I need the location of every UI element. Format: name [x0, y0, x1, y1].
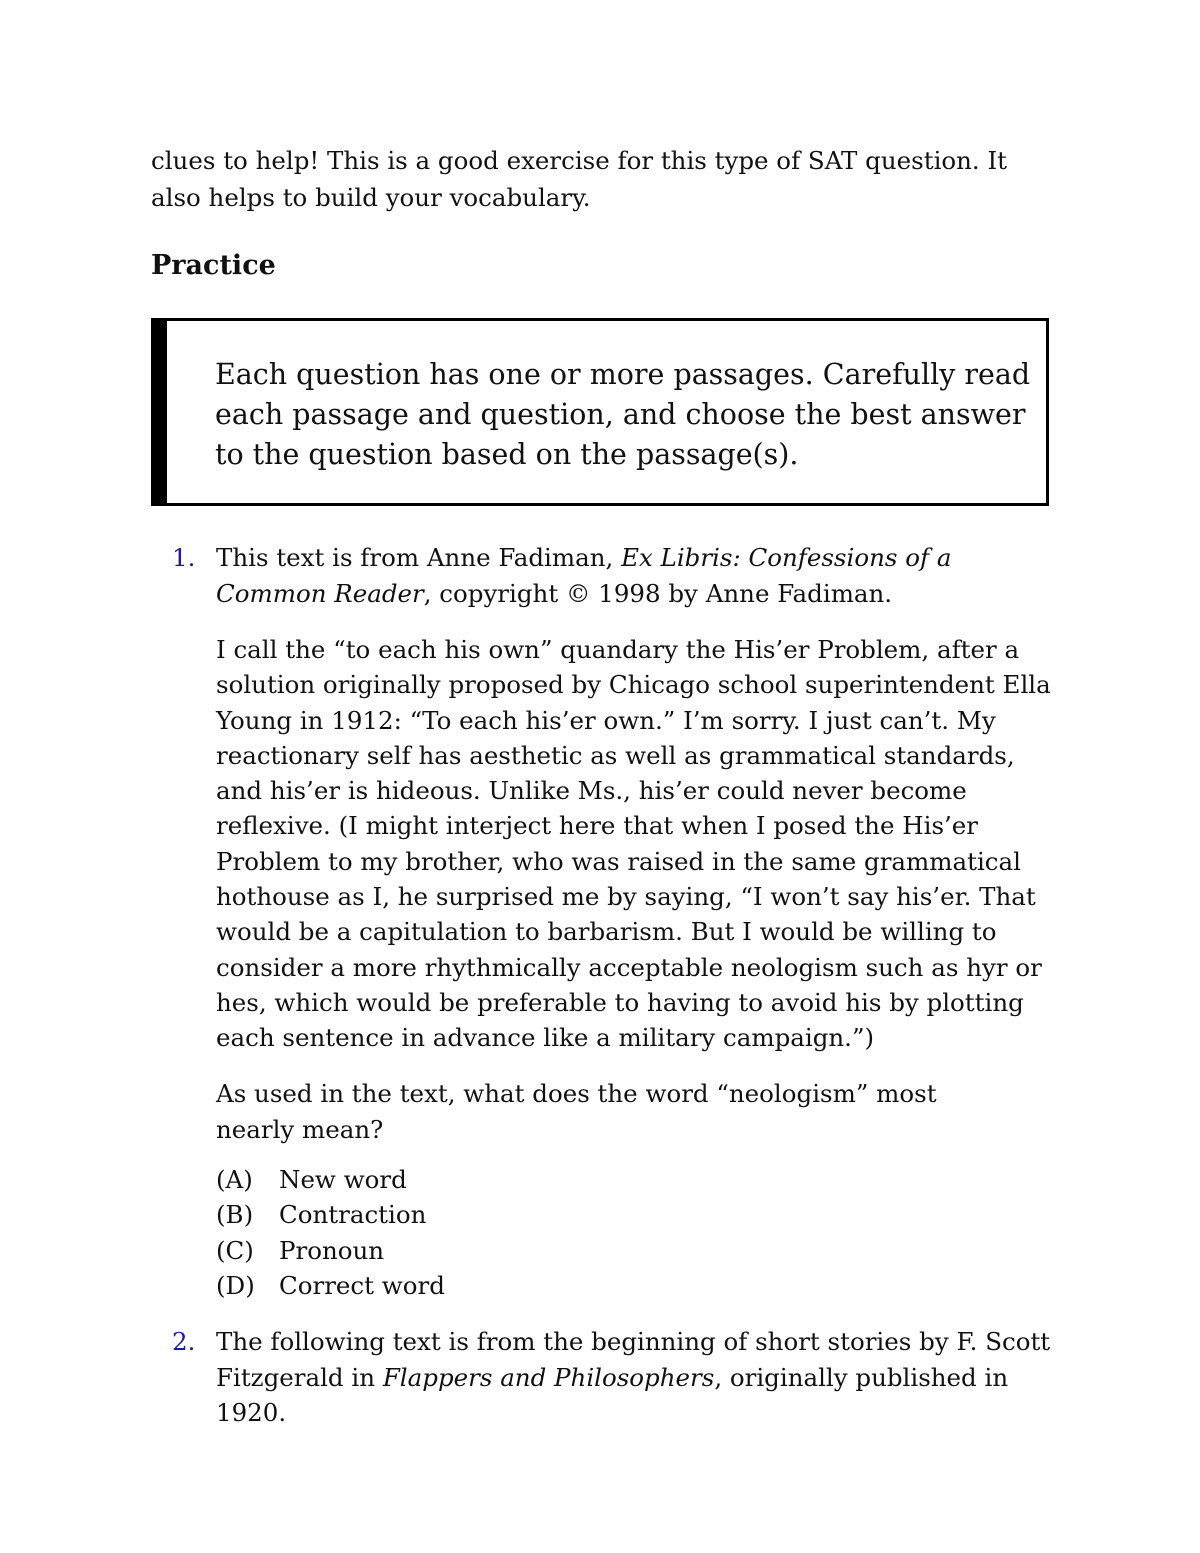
answer-option-d[interactable] — [216, 1268, 1016, 1303]
source-prefix: The following text is from the beginning of short stories by F. Scott Fitzgerald in — [216, 1327, 1051, 1392]
passage-text: I call the “to each his own” quandary the His’er Problem, after a solution originally proposed by Chicago school superintendent Ella Young in 1912: “To each his’er own.” I’m sorry. I just can’t. My reactionary self has aesthetic as well as grammatical standards, and his’er is hideous. Unlike Ms., his’er could never become reflexive. (I might interject here that when I posed the His’er Problem to my brother, who was raised in the same grammatical hothouse as I, he surprised me by saying, “I won’t say his’er. That would be a capitulation to barbarism. But I would be willing to consider a more rhythmically acceptable neologism such as hyr or hes, which would be preferable to having to avoid his by plotting each sentence in advance like a military campaign.”) — [216, 635, 1051, 1053]
source-prefix: This text is from Anne Fadiman, — [216, 543, 622, 572]
option-text: Correct word — [279, 1270, 445, 1300]
option-letter: (D) — [216, 1270, 255, 1300]
option-text: Pronoun — [279, 1235, 385, 1265]
source-title: Flappers and Philosophers — [382, 1362, 715, 1392]
question-source — [216, 540, 1056, 611]
instructions-text: Each question has one or more passages. Carefully read each passage and question, and choose the best answer to the question based on the passage(s). — [215, 358, 1031, 471]
answer-option-b[interactable] — [216, 1197, 1016, 1232]
source-suffix: , copyright © 1998 by Anne Fadiman. — [423, 578, 893, 608]
answer-option-a[interactable] — [216, 1162, 1016, 1197]
option-text: Contraction — [279, 1200, 427, 1230]
option-letter: (C) — [216, 1235, 254, 1265]
option-text: New word — [279, 1165, 407, 1194]
question-source — [216, 1324, 1056, 1431]
source-suffix: , originally published in 1920. — [216, 1362, 1009, 1427]
intro-paragraph: clues to help! This is a good exercise for this type of SAT question. It also helps to build your vocabulary. — [151, 146, 1008, 212]
question-number: 2. — [172, 1327, 196, 1356]
option-letter: (A) — [216, 1165, 253, 1194]
question-prompt: As used in the text, what does the word “neologism” most nearly mean? — [216, 1079, 937, 1144]
option-letter: (B) — [216, 1200, 254, 1230]
source-title: Ex Libris: Confessions of a Common Reader — [216, 543, 952, 608]
section-heading: Practice — [151, 250, 276, 281]
question-number: 1. — [172, 543, 196, 572]
instructions-box — [151, 318, 1049, 506]
answer-options — [216, 1162, 1016, 1303]
answer-option-c[interactable] — [216, 1233, 1016, 1268]
